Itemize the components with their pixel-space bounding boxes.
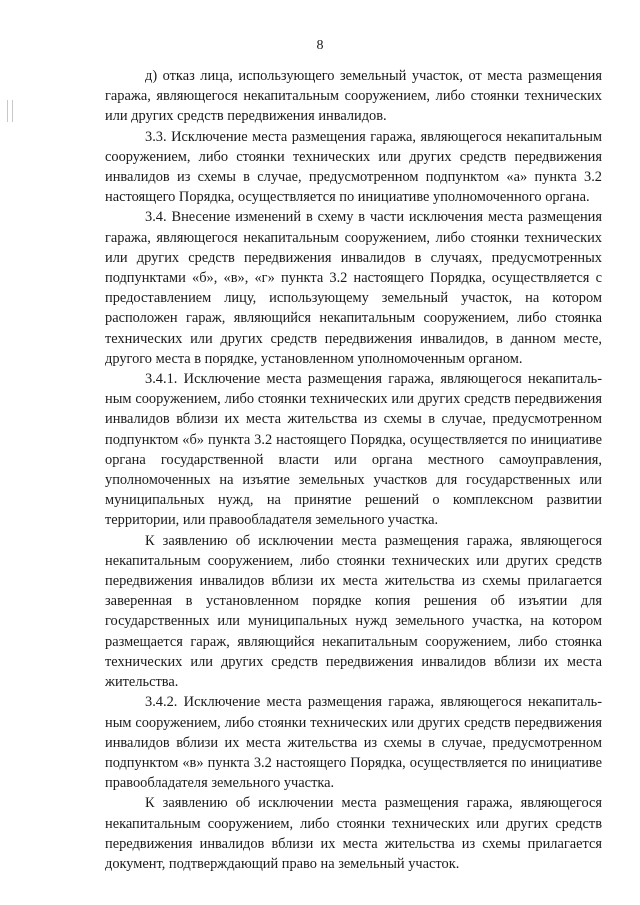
paragraph-3-4: 3.4. Внесение изменений в схему в части исключения места размещения гаража, являющегося некапитальным сооружением, либо стоянки технических или других средств передвижения инвалидов в случаях, предусмотренных подпунктами «б», «в», «г» пункта 3.2 настоящего Порядка, осуществляется с предоставлением лицу, использующему земельный участок, на котором расположен гараж, являющийся некапитальным сооружением, либо стоянка технических или других средств передвижения инвалидов, в данном месте, другого места в порядке, установленном уполномоченным органом.	[105, 209, 602, 367]
paragraph-3-4-2-application: К заявлению об исключении места размещения гаража, являющегося некапитальным сооружением, либо стоянки технических или других средств передвижения инвалидов вблизи их места жительства из схемы прилагается документ, подтверждающий право на земельный участок.	[105, 795, 602, 872]
scan-margin-marks	[5, 100, 19, 124]
page-number: 8	[316, 38, 324, 53]
paragraph-3-4-2: 3.4.2. Исключение места размещения гаража, являющегося некапитальным сооружением, либо стоянки технических или других средств передвижения инвалидов вблизи их места жительства из схемы в случае, предусмотренном подпунктом «в» пункта 3.2 настоящего Порядка, осуществляется по инициативе правообладателя земельного участка.	[105, 694, 602, 792]
paragraph-3-4-1-application: К заявлению об исключении места размещения гаража, являющегося некапитальным сооружением, либо стоянки технических или других средств передвижения инвалидов вблизи их места жительства из схемы прилагается заверенная в установленном порядке копия решения об изъятии для государственных или муниципальных нужд земельного участка, на котором размещается гараж, являющийся некапитальным сооружением, либо стоянка технических или других средств передвижения инвалидов вблизи их места жительства.	[105, 532, 602, 691]
paragraph-3-3: 3.3. Исключение места размещения гаража, являющегося некапитальным сооружением, либо стоянки технических или других средств передвижения инвалидов из схемы в случае, предусмотренном подпунктом «а» пункта 3.2 настоящего Порядка, осуществляется по инициативе уполномоченного органа.	[105, 128, 602, 206]
document-body	[105, 66, 602, 874]
paragraph-item-d: д) отказ лица, использующего земельный участок, от места размещения гаража, являющегося некапитальным сооружением, либо стоянки технических или других средств передвижения инвалидов.	[105, 68, 602, 125]
paragraph-3-4-1: 3.4.1. Исключение места размещения гаража, являющегося некапитальным сооружением, либо стоянки технических или других средств передвижения инвалидов вблизи их места жительства из схемы в случае, предусмотренном подпунктом «б» пункта 3.2 настоящего Порядка, осуществляется по инициативе органа государственной власти или органа местного самоуправления, уполномоченных на изъятие земельных участков для государственных или муниципальных нужд, на принятие решений о комплексном развитии территории, или правообладателя земельного участка.	[105, 371, 602, 529]
